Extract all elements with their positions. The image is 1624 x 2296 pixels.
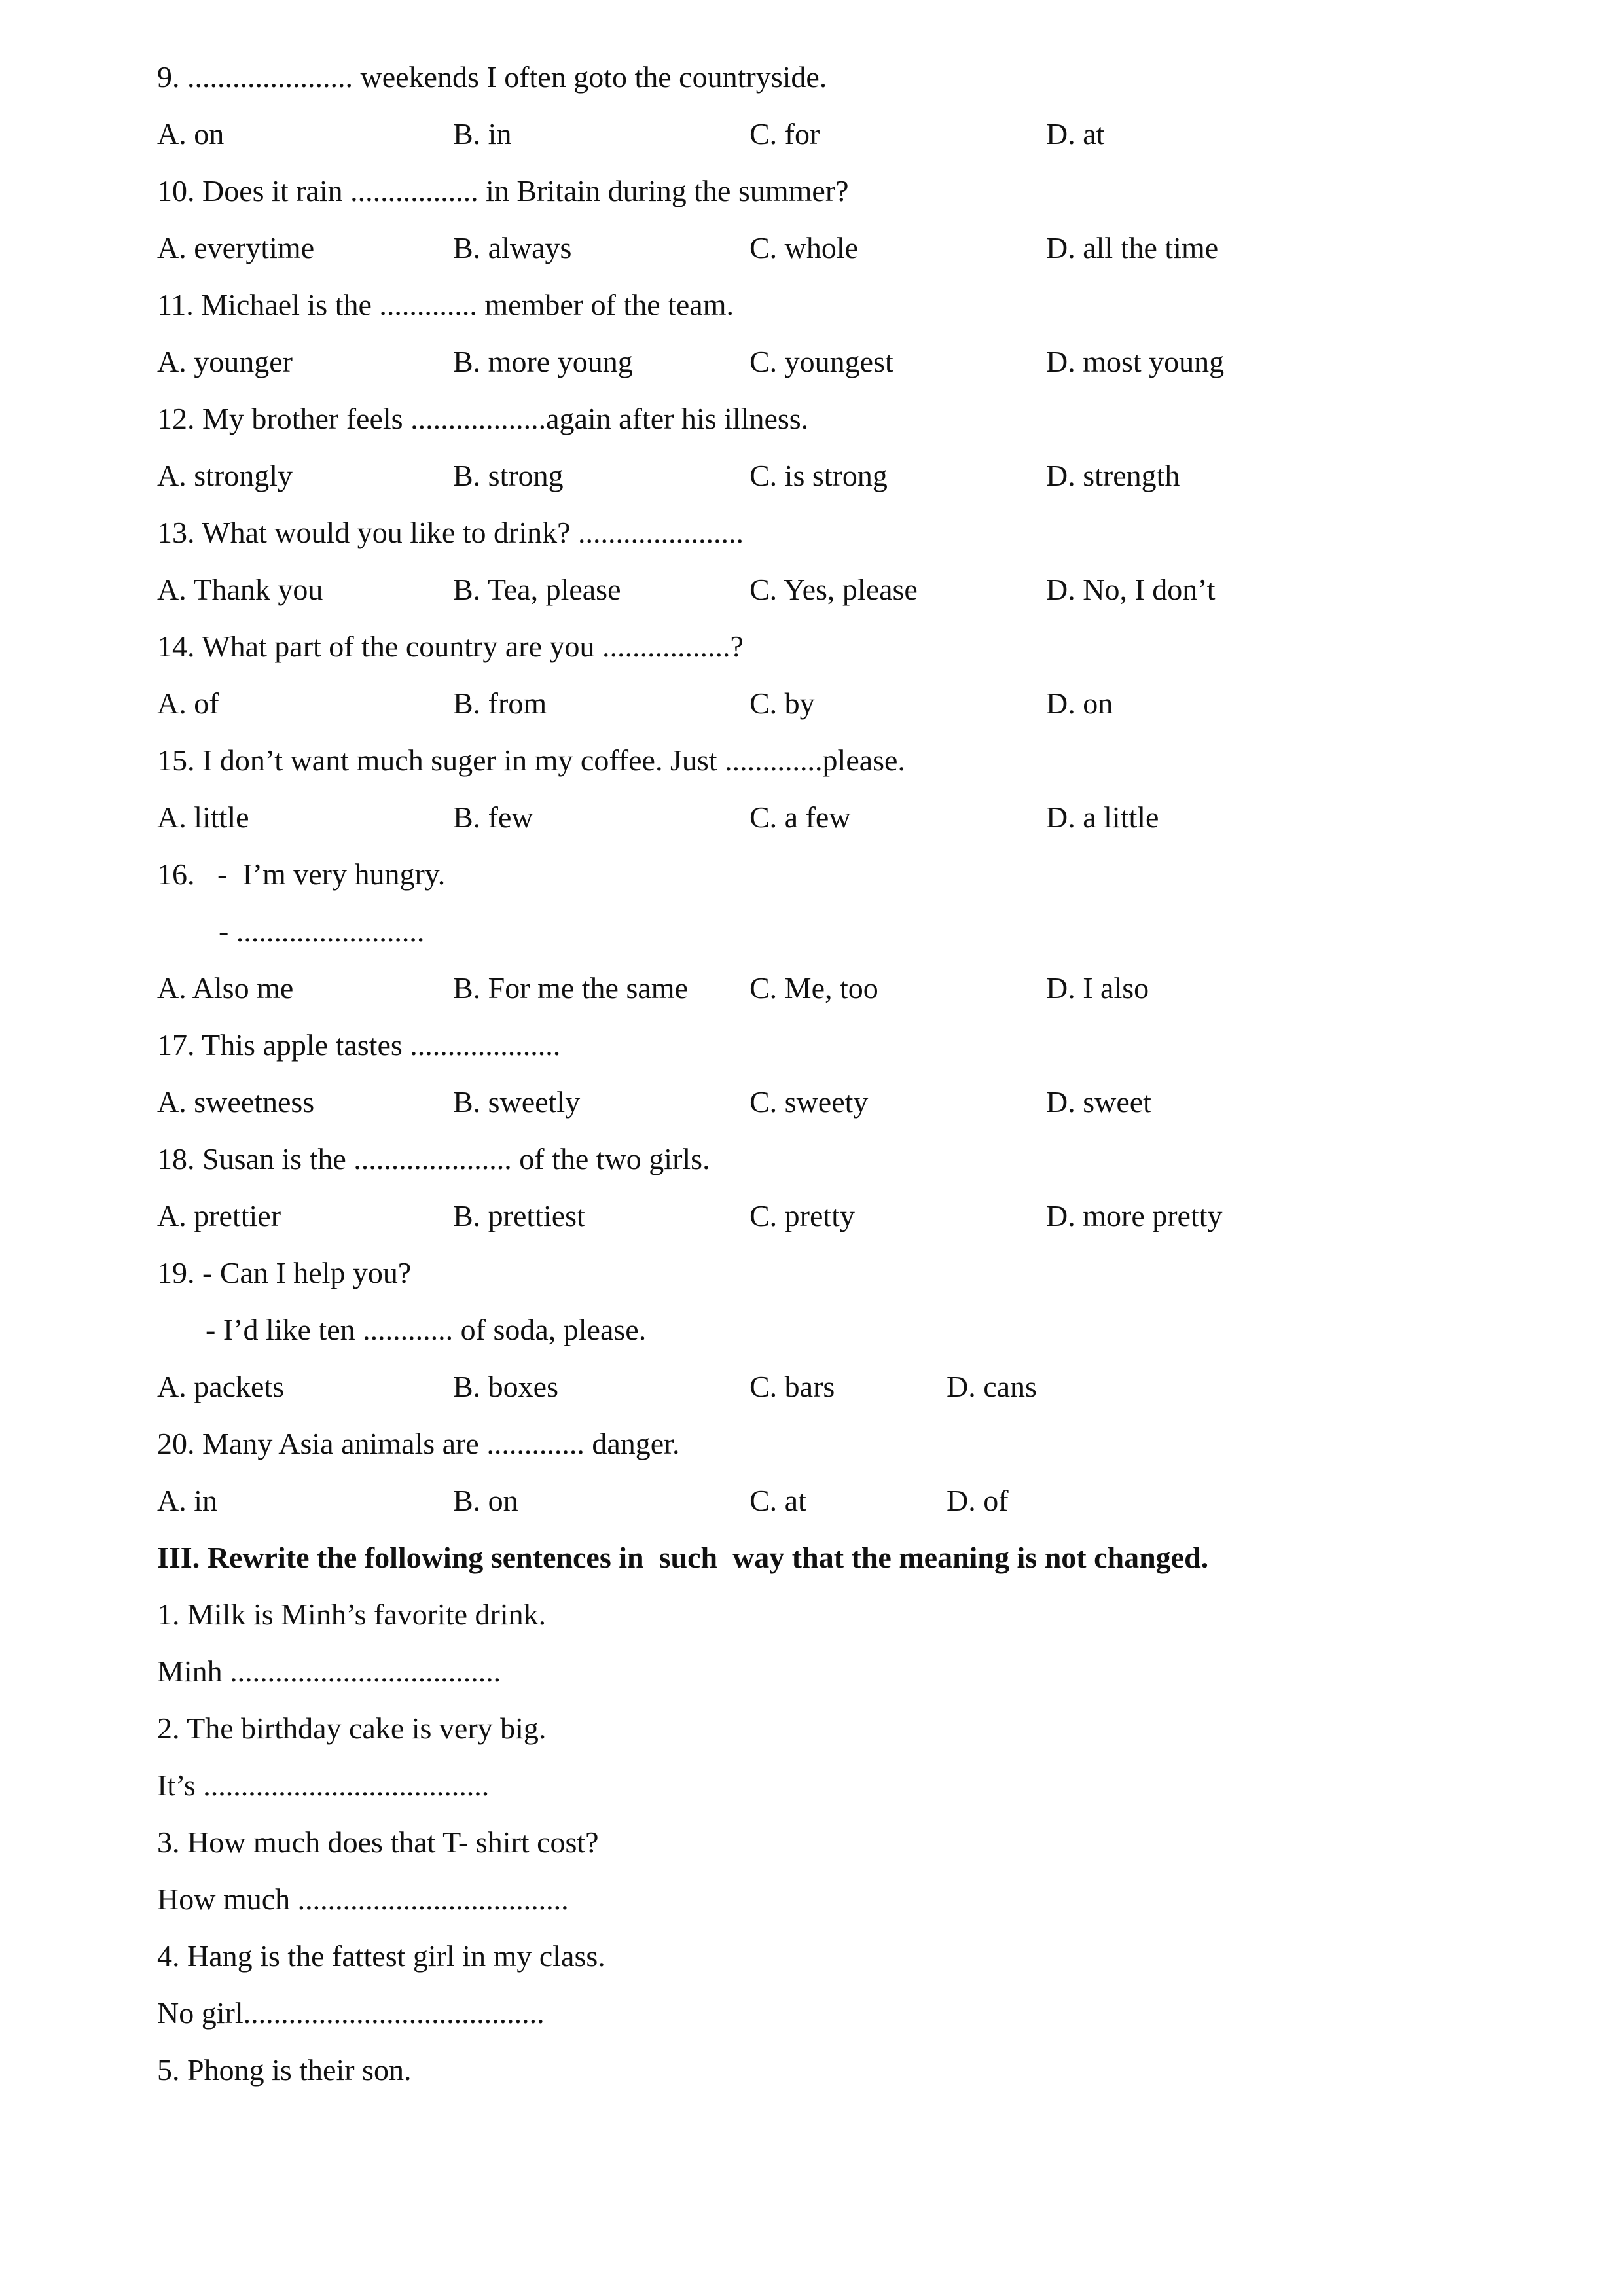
rewrite-3-answer: How much .................................... — [157, 1882, 569, 1916]
question-10: 10. Does it rain ................. in Britain during the summer? — [157, 174, 849, 207]
q15-option-c: C. a few — [749, 800, 851, 834]
rewrite-2-answer: It’s ...................................... — [157, 1768, 490, 1802]
q19-option-c: C. bars — [749, 1370, 835, 1403]
q20-option-b: B. on — [453, 1484, 518, 1517]
q17-option-b: B. sweetly — [453, 1085, 581, 1119]
q13-option-c: C. Yes, please — [749, 573, 918, 606]
q12-option-d: D. strength — [1046, 459, 1180, 492]
question-16: 16. - I’m very hungry. — [157, 857, 446, 891]
question-13: 13. What would you like to drink? ...................... — [157, 516, 744, 549]
q20-option-c: C. at — [749, 1484, 806, 1517]
q13-option-b: B. Tea, please — [453, 573, 621, 606]
q16-option-b: B. For me the same — [453, 971, 688, 1005]
rewrite-4-answer: No girl........................................ — [157, 1996, 545, 2030]
q20-option-d: D. of — [947, 1484, 1009, 1517]
q9-option-a: A. on — [157, 117, 225, 151]
q16-option-d: D. I also — [1046, 971, 1149, 1005]
q12-option-c: C. is strong — [749, 459, 888, 492]
q10-option-b: B. always — [453, 231, 572, 264]
question-19-reply: - I’d like ten ............ of soda, please. — [206, 1313, 647, 1346]
rewrite-2-sentence: 2. The birthday cake is very big. — [157, 1712, 547, 1745]
q11-option-a: A. younger — [157, 345, 293, 378]
q11-option-c: C. youngest — [749, 345, 893, 378]
question-19: 19. - Can I help you? — [157, 1256, 412, 1289]
q14-option-d: D. on — [1046, 687, 1113, 720]
q18-option-c: C. pretty — [749, 1199, 855, 1232]
q17-option-a: A. sweetness — [157, 1085, 315, 1119]
q14-option-a: A. of — [157, 687, 219, 720]
q13-option-a: A. Thank you — [157, 573, 323, 606]
q18-option-b: B. prettiest — [453, 1199, 585, 1232]
question-9: 9. ...................... weekends I often goto the countryside. — [157, 60, 827, 94]
q18-option-a: A. prettier — [157, 1199, 281, 1232]
rewrite-1-sentence: 1. Milk is Minh’s favorite drink. — [157, 1598, 547, 1631]
q10-option-d: D. all the time — [1046, 231, 1219, 264]
q19-option-d: D. cans — [947, 1370, 1037, 1403]
question-11: 11. Michael is the ............. member of the team. — [157, 288, 734, 321]
q9-option-b: B. in — [453, 117, 512, 151]
question-14: 14. What part of the country are you .................? — [157, 630, 744, 663]
question-17: 17. This apple tastes .................... — [157, 1028, 561, 1062]
rewrite-4-sentence: 4. Hang is the fattest girl in my class. — [157, 1939, 605, 1973]
question-20: 20. Many Asia animals are ............. danger. — [157, 1427, 680, 1460]
q17-option-d: D. sweet — [1046, 1085, 1151, 1119]
q16-option-c: C. Me, too — [749, 971, 878, 1005]
q9-option-c: C. for — [749, 117, 820, 151]
question-15: 15. I don’t want much suger in my coffee. Just .............please. — [157, 744, 905, 777]
q11-option-b: B. more young — [453, 345, 633, 378]
q19-option-b: B. boxes — [453, 1370, 558, 1403]
q15-option-b: B. few — [453, 800, 533, 834]
q13-option-d: D. No, I don’t — [1046, 573, 1216, 606]
q15-option-a: A. little — [157, 800, 249, 834]
rewrite-1-answer: Minh .................................... — [157, 1655, 501, 1688]
q16-option-a: A. Also me — [157, 971, 294, 1005]
q14-option-c: C. by — [749, 687, 815, 720]
q14-option-b: B. from — [453, 687, 547, 720]
q11-option-d: D. most young — [1046, 345, 1225, 378]
q9-option-d: D. at — [1046, 117, 1105, 151]
section-3-heading: III. Rewrite the following sentences in such way that the meaning is not changed. — [157, 1541, 1209, 1574]
rewrite-5-sentence: 5. Phong is their son. — [157, 2053, 412, 2087]
q17-option-c: C. sweety — [749, 1085, 869, 1119]
q10-option-a: A. everytime — [157, 231, 315, 264]
q12-option-a: A. strongly — [157, 459, 293, 492]
q15-option-d: D. a little — [1046, 800, 1159, 834]
q19-option-a: A. packets — [157, 1370, 285, 1403]
question-18: 18. Susan is the ..................... of the two girls. — [157, 1142, 710, 1175]
rewrite-3-sentence: 3. How much does that T- shirt cost? — [157, 1825, 599, 1859]
q18-option-d: D. more pretty — [1046, 1199, 1223, 1232]
question-16-reply: - ......................... — [219, 914, 425, 948]
question-12: 12. My brother feels ..................again after his illness. — [157, 402, 809, 435]
q12-option-b: B. strong — [453, 459, 564, 492]
q20-option-a: A. in — [157, 1484, 217, 1517]
q10-option-c: C. whole — [749, 231, 859, 264]
